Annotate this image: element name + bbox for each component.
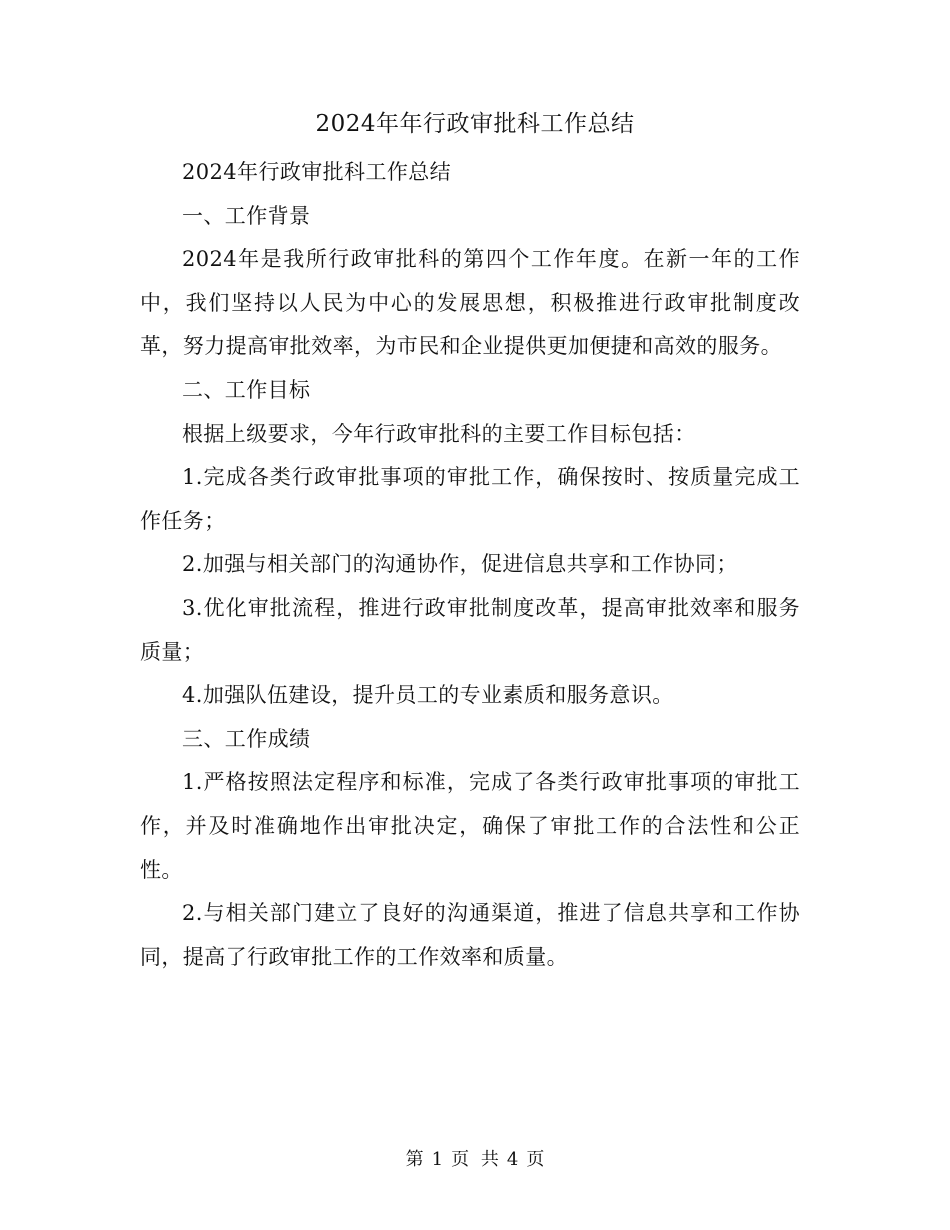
section-heading-background: 一、工作背景 [182,203,311,228]
list-item-result-2: 2.与相关部门建立了良好的沟通渠道，推进了信息共享和工作协同，提高了行政审批工作的工作效率和质量。 [140,901,800,969]
list-item-goal-4: 4.加强队伍建设，提升员工的专业素质和服务意识。 [182,683,674,708]
section-heading-goals: 二、工作目标 [182,377,311,402]
list-item-result-1: 1.严格按照法定程序和标准，完成了各类行政审批事项的审批工作，并及时准确地作出审批决定，确保了审批工作的合法性和公正性。 [140,770,800,882]
section-heading-results: 三、工作成绩 [182,726,311,751]
total-pages-number: 4 [506,1149,519,1170]
list-item-goal-2: 2.加强与相关部门的沟通协作，促进信息共享和工作协同； [182,552,738,577]
page-label-mid: 页 共 [451,1149,499,1170]
page-footer [0,1146,950,1174]
current-page-number: 1 [431,1149,444,1170]
paragraph-subtitle: 2024年行政审批科工作总结 [182,160,452,184]
list-item-goal-3: 3.优化审批流程，推进行政审批制度改革，提高审批效率和服务质量； [140,595,800,664]
page-label-prefix: 第 [405,1149,424,1170]
document-body [140,151,800,979]
page-label-suffix: 页 [526,1149,545,1170]
document-title: 2024年年行政审批科工作总结 [315,111,635,137]
list-item-goal-1: 1.完成各类行政审批事项的审批工作，确保按时、按质量完成工作任务； [140,465,800,533]
paragraph-goals-intro: 根据上级要求，今年行政审批科的主要工作目标包括： [182,421,696,446]
paragraph-background: 2024年是我所行政审批科的第四个工作年度。在新一年的工作中，我们坚持以人民为中心的发展思想，积极推进行政审批制度改革，努力提高审批效率，为市民和企业提供更加便捷和高效的服务。 [140,247,800,359]
